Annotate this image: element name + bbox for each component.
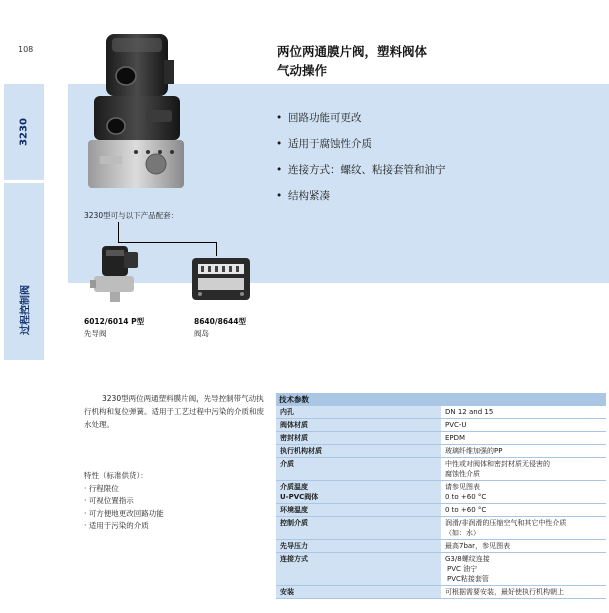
product-description: 3230型两位两通塑料膜片阀，先导控制带气动执行机构和复位弹簧。适用于工艺过程中污染的介质和废水处理。 [84, 394, 264, 429]
spec-key: 控制介质 [276, 517, 441, 540]
page-title [277, 42, 517, 80]
spec-row [276, 586, 606, 599]
spec-key: 阀体材质 [276, 419, 441, 432]
sidebar-category-cell [4, 183, 44, 360]
sidebar [4, 84, 44, 360]
sidebar-category: 过程控制阀 [20, 285, 32, 336]
spec-row [276, 540, 606, 553]
spec-value: 玻璃纤维加强的PP [441, 445, 606, 458]
main-valve-image [86, 30, 196, 200]
spec-value: 中性或对阀体和密封材质无侵害的 腐蚀性介质 [441, 458, 606, 481]
accessories-intro: 3230型可与以下产品配套： [84, 211, 179, 220]
feature-item: • 结构紧凑 [276, 190, 330, 202]
feature-item: • 连接方式：螺纹、粘接套管和油宁 [276, 164, 446, 176]
spec-value: G3/8螺纹连接 PVC 油宁 PVC粘接套管 [441, 553, 606, 586]
spec-row [276, 406, 606, 419]
standard-feature-item: · 行程限位 [84, 484, 119, 493]
spec-row [276, 481, 606, 504]
spec-row [276, 432, 606, 445]
title-line-1: 两位两通膜片阀，塑料阀体 [277, 44, 428, 59]
standard-feature-item: · 可视位置指示 [84, 496, 134, 506]
standard-feature-item: · 可方便地更改回路功能 [84, 508, 164, 518]
spec-key: 介质温度 U-PVC阀体 [276, 481, 441, 504]
spec-row [276, 419, 606, 432]
spec-key: 先导压力 [276, 540, 441, 553]
spec-key: 环境温度 [276, 504, 441, 517]
spec-row [276, 458, 606, 481]
connector-line [118, 222, 119, 242]
spec-key: 执行机构材质 [276, 445, 441, 458]
pilot-valve-image [84, 242, 144, 306]
accessory-model-pilot: 6012/6014 P型 [84, 317, 145, 326]
feature-item: • 适用于腐蚀性介质 [276, 138, 372, 150]
accessory-desc-pilot: 先导阀 [84, 329, 107, 338]
accessory-desc-island: 阀岛 [194, 329, 209, 338]
spec-table-header: 技术参数 [276, 393, 606, 406]
standard-features-list [84, 483, 164, 532]
spec-value: 0 to +60 °C [441, 504, 606, 517]
sidebar-code: 3230 [18, 118, 30, 146]
accessory-model-island: 8640/8644型 [194, 317, 246, 326]
spec-value: 最高7bar，参见图表 [441, 540, 606, 553]
spec-value: 可根据需要安装，最好使执行机构朝上 [441, 586, 606, 599]
valve-island-image [190, 254, 254, 306]
standard-features-title: 特性（标准供货）： [84, 471, 148, 480]
spec-table-body [276, 406, 606, 599]
spec-key: 安装 [276, 586, 441, 599]
spec-value: 润滑/非润滑的压缩空气和其它中性介质 （如：水） [441, 517, 606, 540]
feature-item: • 回路功能可更改 [276, 112, 362, 124]
title-line-2: 气动操作 [277, 63, 328, 78]
spec-key: 内孔 [276, 406, 441, 419]
spec-value: PVC-U [441, 419, 606, 432]
spec-key: 密封材质 [276, 432, 441, 445]
spec-row [276, 553, 606, 586]
spec-row [276, 445, 606, 458]
spec-value: EPDM [441, 432, 606, 445]
spec-row [276, 517, 606, 540]
page-number: 108 [18, 45, 34, 54]
spec-value: DN 12 and 15 [441, 406, 606, 419]
spec-key: 连接方式 [276, 553, 441, 586]
spec-row [276, 504, 606, 517]
sidebar-code-cell [4, 84, 44, 180]
spec-table [276, 393, 606, 599]
spec-key: 介质 [276, 458, 441, 481]
spec-value: 请参见图表 0 to +60 °C [441, 481, 606, 504]
standard-feature-item: · 适用于污染的介质 [84, 520, 149, 530]
feature-list [276, 105, 446, 209]
